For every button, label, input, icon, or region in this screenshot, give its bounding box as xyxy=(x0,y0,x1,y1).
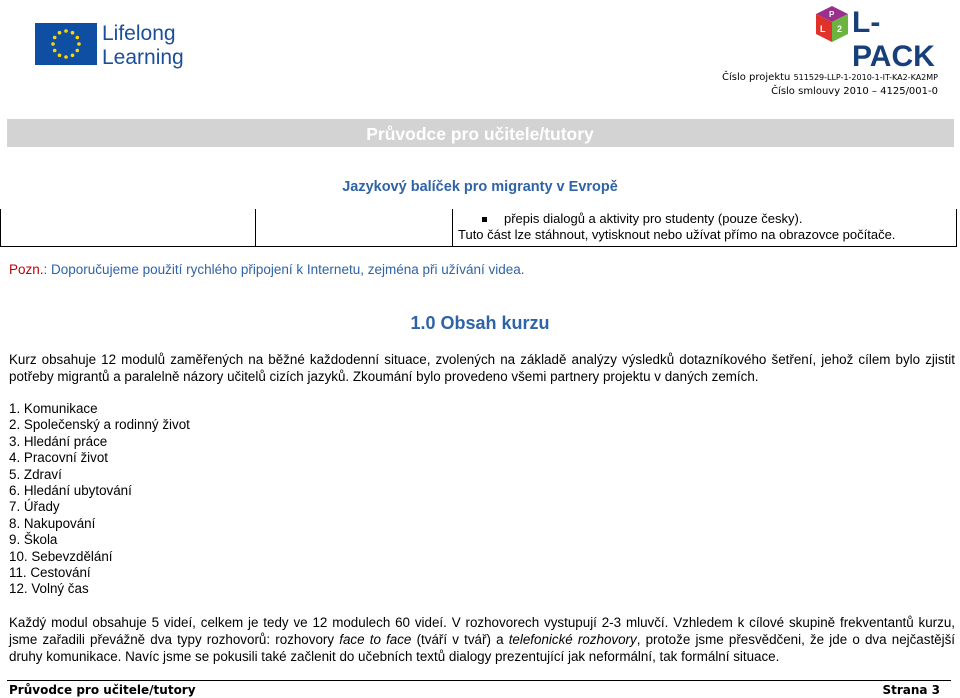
list-item: 8. Nakupování xyxy=(9,515,96,531)
list-item: 4. Pracovní život xyxy=(9,450,108,466)
list-item: 5. Zdraví xyxy=(9,466,62,482)
list-item: 11. Cestování xyxy=(9,565,91,581)
project-number: 511529-LLP-1-2010-1-IT-KA2-KA2MP xyxy=(793,73,938,82)
logo-line-1: Lifelong xyxy=(102,22,176,45)
list-item: 12. Volný čas xyxy=(9,581,89,597)
page-number: Strana 3 xyxy=(882,683,940,697)
table-border-left xyxy=(0,209,1,246)
note-label: Pozn. xyxy=(9,262,44,277)
list-item: 6. Hledání ubytování xyxy=(9,483,132,499)
paragraph-part: , protože jsme přesvědčeni, že jde o dva nejčastější druhy komunikace. Navíc jsme se pokusili také začlenit do učebních textů dialogy prezentující jak neformální, tak formální situace. xyxy=(9,632,956,664)
svg-text:2: 2 xyxy=(837,24,843,34)
table-border-col3 xyxy=(452,209,453,246)
emphasis-phone: telefonické rozhovory xyxy=(508,632,637,647)
paragraph-videos xyxy=(9,614,955,665)
project-number-label: Číslo projektu xyxy=(722,72,791,83)
project-info xyxy=(722,71,938,99)
table-cell-line-2: Tuto část lze stáhnout, vytisknout nebo užívat přímo na obrazovce počítače. xyxy=(458,227,896,242)
emphasis-face-to-face: face to face xyxy=(339,632,412,647)
list-item: 7. Úřady xyxy=(9,499,60,515)
paragraph-part: Každý modul obsahuje 5 videí, celkem je tedy ve 12 modulech 60 videí. V rozhovorech vystupují 2-3 mluvčí. Vzhledem k cílové skupině frekventantů kurzu, jsme zařadili převážně dva typy rozhovorů: rozhovory xyxy=(9,615,955,647)
table-border-right xyxy=(956,209,957,246)
list-item: 2. Společenský a rodinný život xyxy=(9,417,190,433)
list-item: 10. Sebevzdělání xyxy=(9,548,113,564)
paragraph-part: (tváří v tvář) a xyxy=(411,632,509,647)
note xyxy=(9,262,525,277)
section-heading: 1.0 Obsah kurzu xyxy=(410,313,550,333)
list-item: 1. Komunikace xyxy=(9,401,98,416)
lifelong-learning-logo xyxy=(102,22,184,70)
document-subtitle: Jazykový balíček pro migranty v Evropě xyxy=(342,179,618,195)
module-list xyxy=(9,401,190,598)
table-cell-line-1: přepis dialogů a aktivity pro studenty (pouze česky). xyxy=(504,211,803,226)
lpack-logo-text: L-PACK xyxy=(852,6,935,73)
lpack-cube-icon xyxy=(812,4,852,44)
svg-text:P: P xyxy=(829,10,835,19)
svg-text:L: L xyxy=(820,24,826,34)
table-border-col2 xyxy=(255,209,256,246)
table-cell-text xyxy=(458,211,895,243)
document-title: Průvodce pro učitele/tutory xyxy=(366,124,594,144)
eu-flag-logo xyxy=(35,23,97,65)
footer-divider xyxy=(7,680,951,681)
contract-number: Číslo smlouvy 2010 – 4125/001-0 xyxy=(771,86,938,97)
footer-title: Průvodce pro učitele/tutory xyxy=(9,683,196,697)
square-bullet-icon xyxy=(482,217,487,222)
note-text: : Doporučujeme použití rychlého připojení k Internetu, zejména při užívání videa. xyxy=(43,262,525,277)
eu-stars-icon xyxy=(35,23,97,65)
paragraph-intro: Kurz obsahuje 12 modulů zaměřených na běžné každodenní situace, zvolených na základě analýzy výsledků dotazníkového šetření, jehož cílem bylo zjistit potřeby migrantů a paralelně názory učitelů cizích jazyků. Zkoumání bylo provedeno všemi partnery projektu v daných zemích. xyxy=(9,352,955,384)
list-item: 9. Škola xyxy=(9,532,58,548)
list-item: 3. Hledání práce xyxy=(9,433,108,449)
logo-line-2: Learning xyxy=(102,46,184,69)
